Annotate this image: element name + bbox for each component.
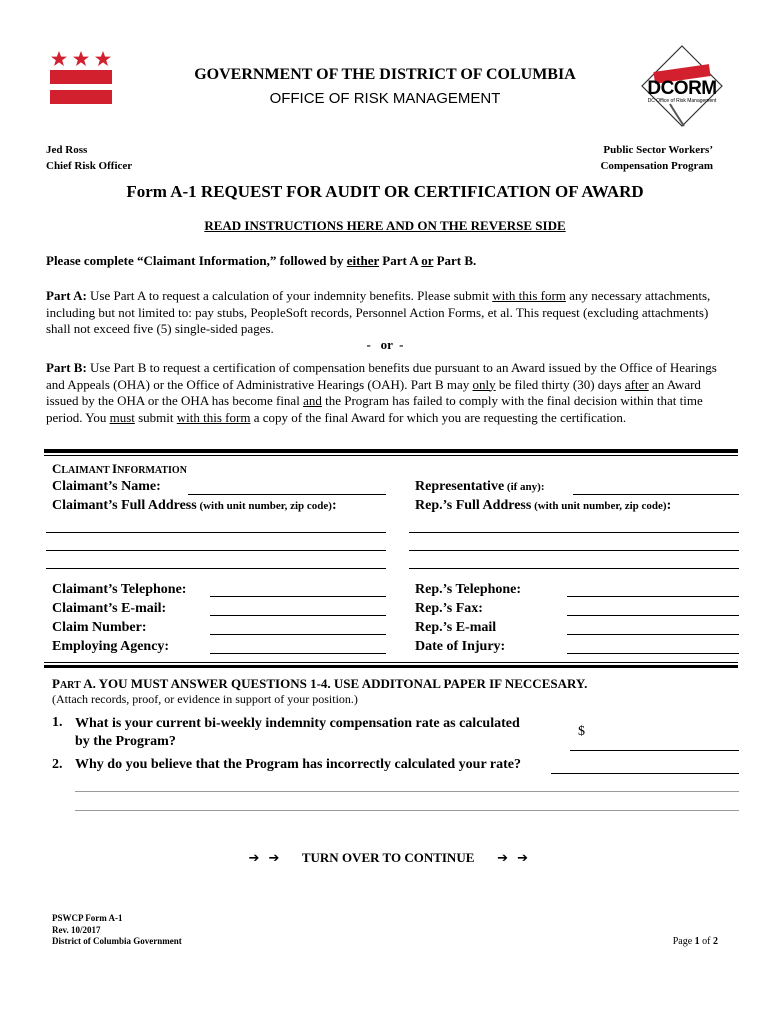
claimant-section-top-rule-thin — [44, 455, 738, 456]
turn-over-notice: ➔ ➔ TURN OVER TO CONTINUE ➔ ➔ — [248, 850, 528, 866]
claimant-email-label: Claimant’s E-mail: — [52, 601, 167, 616]
question-1-text: What is your current bi-weekly indemnity compensation rate as calculated by the Program? — [75, 716, 520, 749]
claim-number-field[interactable] — [210, 634, 386, 635]
dcorm-logo — [640, 44, 724, 130]
question-2-text: Why do you believe that the Program has incorrectly calculated your rate? — [75, 757, 521, 772]
claimant-address-label: Claimant’s Full Address (with unit number, zip code): — [52, 498, 337, 513]
dc-government-footer: District of Columbia Government — [52, 936, 182, 946]
form-id: PSWCP Form A-1 — [52, 913, 123, 923]
question-2-field-line-2[interactable] — [75, 791, 739, 792]
arrow-right-icon: ➔ ➔ — [248, 851, 280, 866]
rep-email-field[interactable] — [567, 634, 739, 635]
page-number: Page 1 of 2 — [672, 936, 718, 947]
part-a-heading: PART A. YOU MUST ANSWER QUESTIONS 1-4. USE ADDITONAL PAPER IF NECCESARY. — [52, 676, 588, 691]
question-2-field-line-3[interactable] — [75, 810, 739, 811]
rep-fax-label: Rep.’s Fax: — [415, 601, 483, 616]
representative-label: Representative (if any): — [415, 479, 545, 494]
or-separator: - or - — [366, 337, 404, 352]
chief-name: Jed Ross — [46, 144, 88, 156]
rep-telephone-label: Rep.’s Telephone: — [415, 582, 522, 597]
part-a-description: Part A: Use Part A to request a calculation of your indemnity benefits. Please submit with this form any necessary attachments, including but not limited to: pay stubs, PeopleSoft records, Personnel Action Forms, et al. This request (excluding attachments) shall not exceed five (5) single-sided pages. — [46, 288, 711, 336]
instructions-link: READ INSTRUCTIONS HERE AND ON THE REVERSE SIDE — [204, 218, 566, 233]
part-a-top-rule — [44, 662, 738, 663]
employing-agency-field[interactable] — [210, 653, 386, 654]
date-of-injury-label: Date of Injury: — [415, 639, 506, 654]
rep-address-line-2[interactable] — [409, 550, 739, 551]
completion-instruction: Please complete “Claimant Information,” followed by either Part A or Part B. — [46, 253, 477, 268]
rep-address-line-1[interactable] — [409, 532, 739, 533]
form-revision: Rev. 10/2017 — [52, 924, 101, 935]
part-a-top-rule-thick — [44, 665, 738, 668]
dollar-sign: $ — [578, 724, 585, 739]
program-line1: Public Sector Workers’ — [603, 144, 713, 156]
representative-field[interactable] — [573, 494, 739, 495]
logo-subtext: DC Office of Risk Management — [647, 98, 717, 104]
claim-number-label: Claim Number: — [52, 620, 147, 635]
claimant-telephone-field[interactable] — [210, 596, 386, 597]
claimant-address-line-2[interactable] — [46, 550, 386, 551]
claimant-telephone-label: Claimant’s Telephone: — [52, 582, 187, 597]
claimant-name-row — [52, 479, 161, 495]
form-title: Form A-1 REQUEST FOR AUDIT OR CERTIFICATION OF AWARD — [126, 182, 644, 201]
part-b-description: Part B: Use Part B to request a certification of compensation benefits due pursuant to an Award issued by the Office of Hearings and Appeals (OHA) or the Office of Administrative Hearings (OAH). Part B may only be filed thirty (30) days after an Award issued by the OHA or the OHA has become final and the Program has failed to comply with the final decision within that time period. You must submit with this form a copy of the final Award for which you are requesting the certification. — [46, 360, 717, 425]
claimant-address-line-3[interactable] — [46, 568, 386, 569]
claimant-name-label: Claimant’s Name: — [52, 479, 161, 494]
question-1-number: 1. — [52, 715, 63, 730]
claimant-name-field[interactable] — [188, 494, 386, 495]
date-of-injury-field[interactable] — [567, 653, 739, 654]
part-a-subheading: (Attach records, proof, or evidence in support of your position.) — [52, 692, 358, 706]
program-line2: Compensation Program — [600, 160, 713, 172]
question-2-field-inline[interactable] — [551, 773, 739, 774]
question-2-number: 2. — [52, 757, 63, 772]
claimant-heading: CLAIMANT INFORMATION — [52, 461, 187, 476]
rep-fax-field[interactable] — [567, 615, 739, 616]
claimant-address-line-1[interactable] — [46, 532, 386, 533]
logo-text: DCORM — [647, 78, 717, 99]
claimant-email-field[interactable] — [210, 615, 386, 616]
government-title: GOVERNMENT OF THE DISTRICT OF COLUMBIA — [194, 66, 576, 83]
rep-address-line-3[interactable] — [409, 568, 739, 569]
rate-field[interactable] — [570, 750, 739, 751]
arrow-right-icon: ➔ ➔ — [497, 851, 528, 866]
rep-address-label: Rep.’s Full Address (with unit number, zip code): — [415, 498, 672, 513]
chief-title: Chief Risk Officer — [46, 160, 133, 172]
claimant-section-top-rule — [44, 449, 738, 453]
rep-telephone-field[interactable] — [567, 596, 739, 597]
rep-email-label: Rep.’s E-mail — [415, 620, 497, 635]
office-title: OFFICE OF RISK MANAGEMENT — [269, 90, 501, 107]
employing-agency-label: Employing Agency: — [52, 639, 170, 654]
